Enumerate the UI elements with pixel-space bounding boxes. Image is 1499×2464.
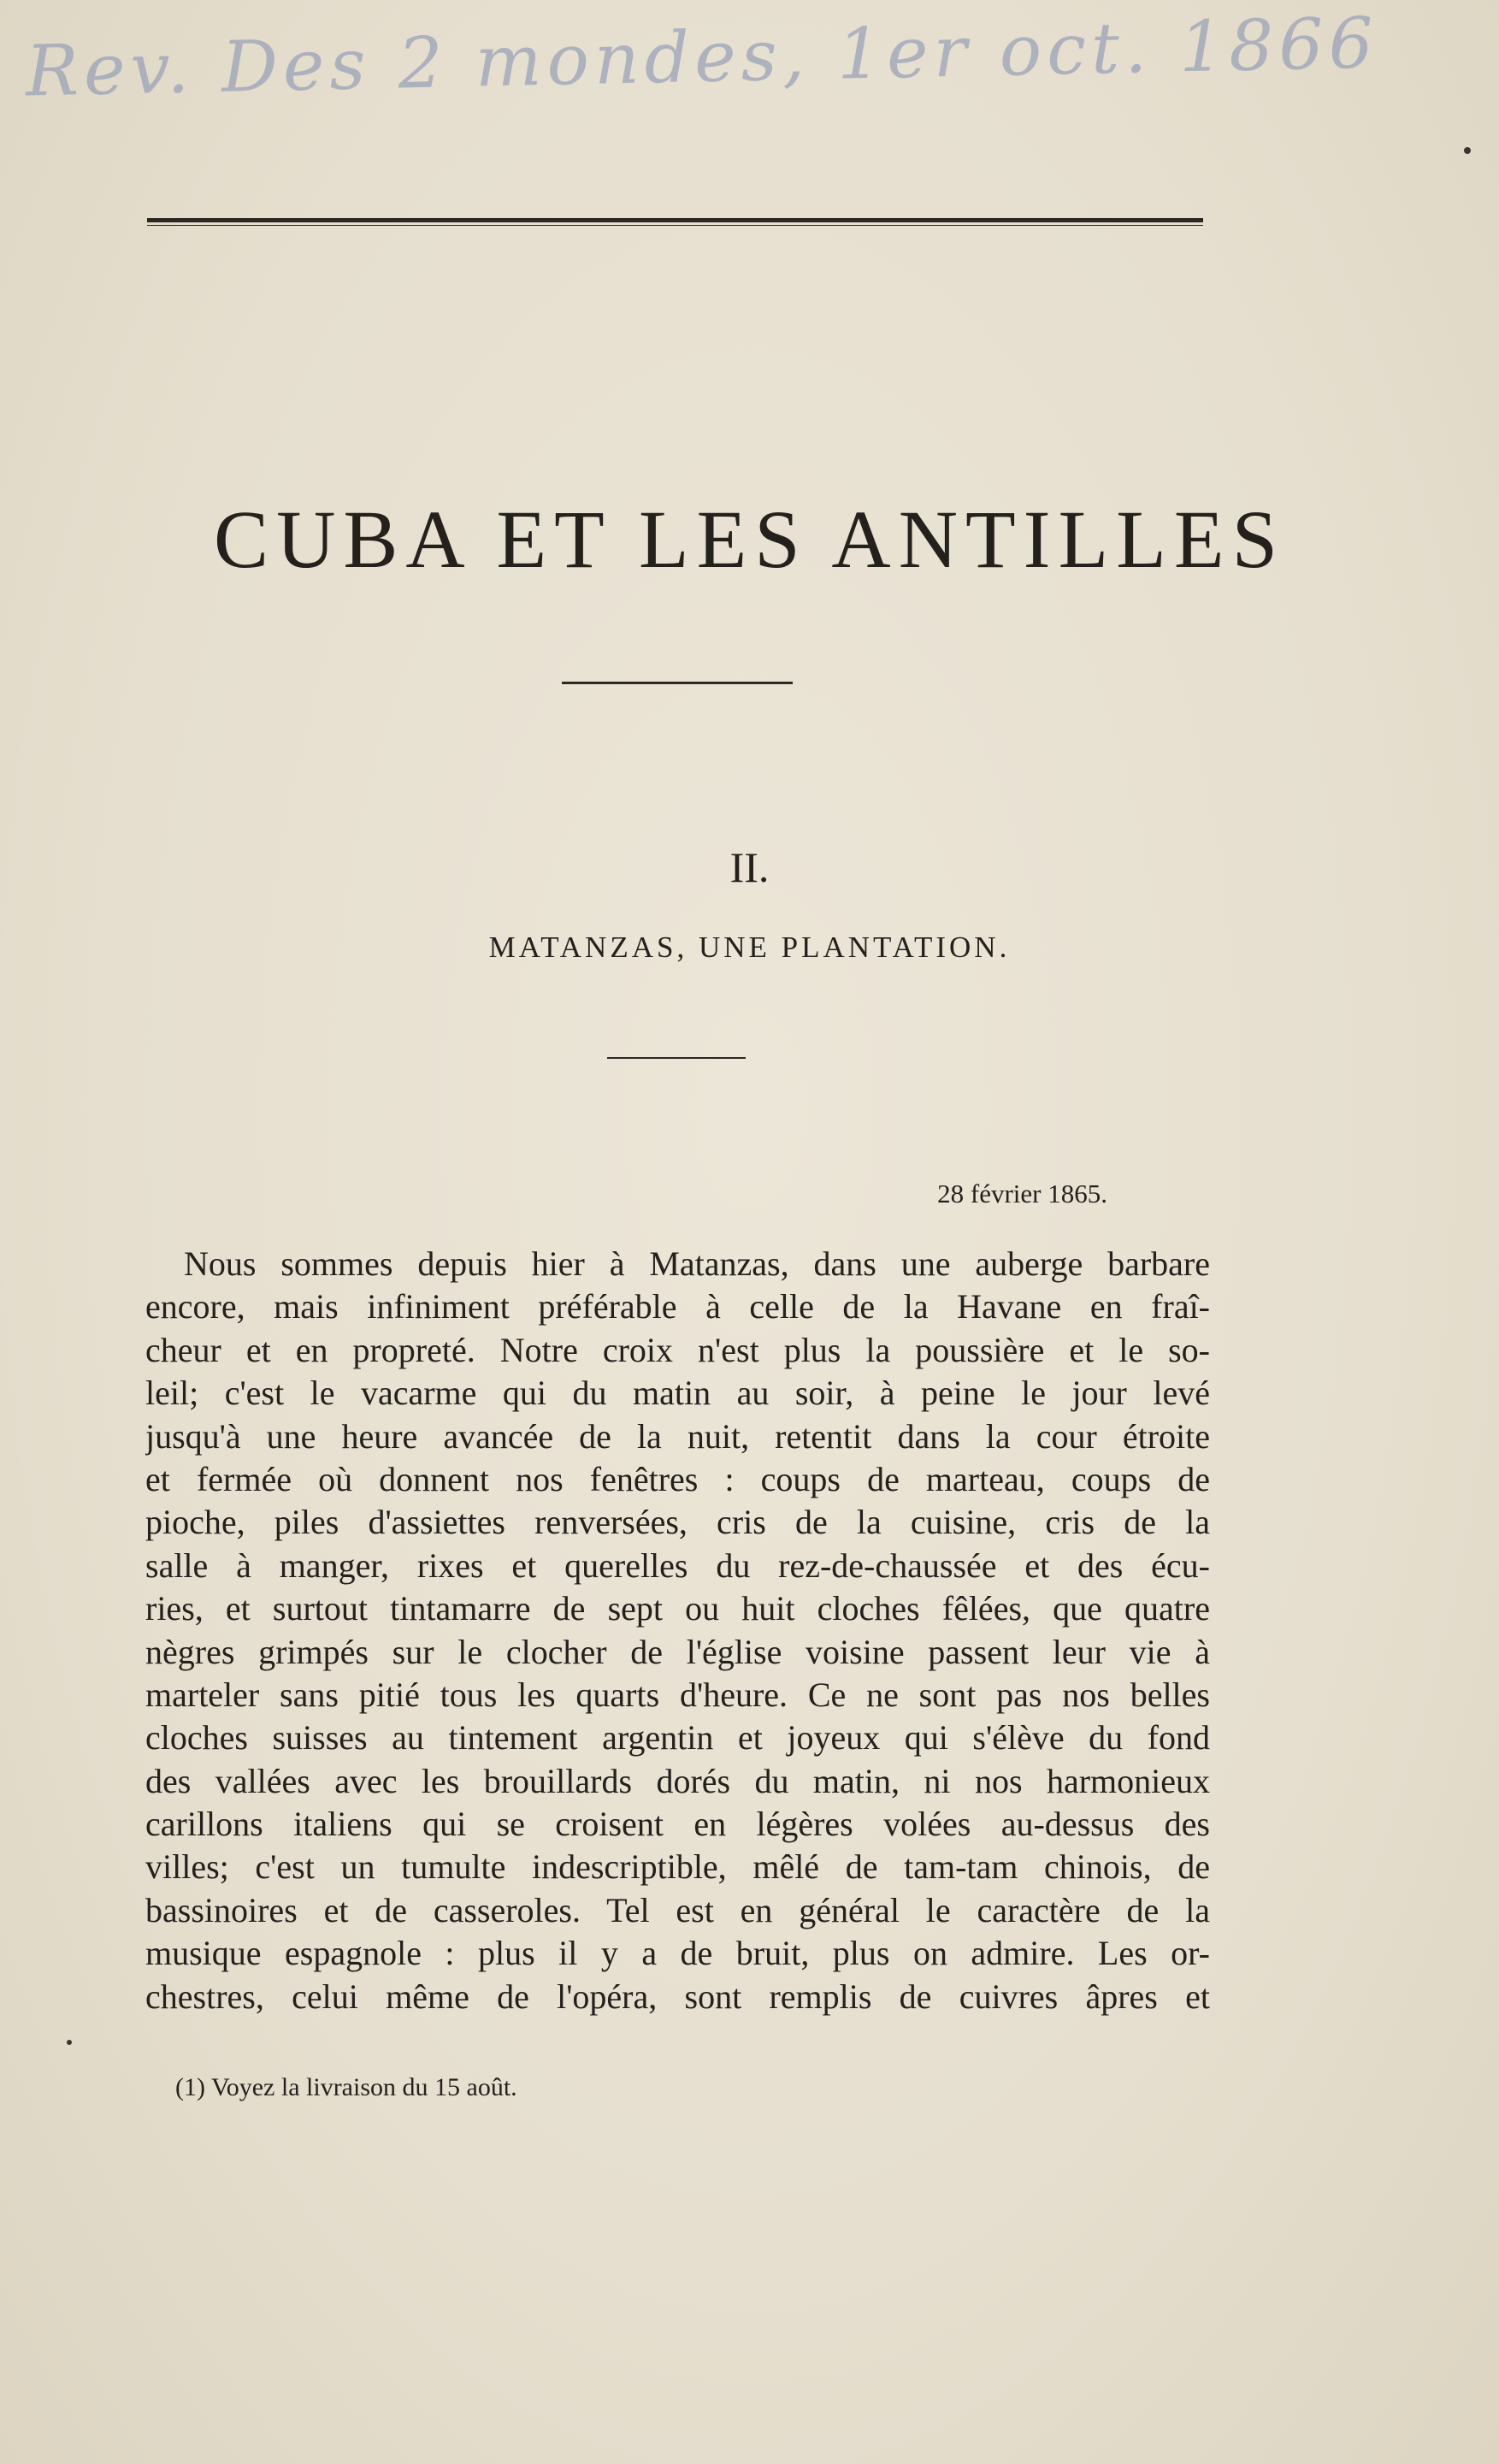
section-title: MATANZAS, UNE PLANTATION. [488, 931, 1011, 964]
body-line: et fermée où donnent nos fenêtres : coups de marteau, coups de [145, 1459, 1210, 1498]
body-line: encore, mais infiniment préférable à celle de la Havane en fraî- [145, 1287, 1210, 1327]
section-number: II. [729, 843, 770, 891]
body-line: marteler sans pitié tous les quarts d'heure. Ce ne sont pas nos belles [145, 1675, 1210, 1714]
article-title: CUBA ET LES ANTILLES [214, 493, 1285, 585]
body-line: carillons italiens qui se croisent en légères volées au-dessus des [145, 1805, 1210, 1844]
section-divider [607, 1057, 746, 1059]
top-double-rule [147, 218, 1203, 226]
body-line: cheur et en propreté. Notre croix n'est plus la poussière et le so- [145, 1330, 1210, 1369]
body-line: leil; c'est le vacarme qui du matin au soir, à peine le jour levé [145, 1374, 1210, 1413]
body-line: bassinoires et de casseroles. Tel est en général le caractère de la [145, 1890, 1210, 1929]
body-line: musique espagnole : plus il y a de bruit, plus on admire. Les or- [145, 1934, 1210, 1973]
body-line: des vallées avec les brouillards dorés du matin, ni nos harmonieux [145, 1761, 1210, 1800]
body-line: nègres grimpés sur le clocher de l'église voisine passent leur vie à [145, 1632, 1210, 1671]
body-line: ries, et surtout tintamarre de sept ou huit cloches fêlées, que quatre [145, 1589, 1210, 1628]
body-line: pioche, piles d'assiettes renversées, cris de la cuisine, cris de la [145, 1503, 1210, 1542]
handwritten-annotation: Rev. Des 2 mondes, 1er oct. 1866 [25, 3, 1379, 113]
body-line: jusqu'à une heure avancée de la nuit, retentit dans la cour étroite [145, 1416, 1210, 1456]
footnote: (1) Voyez la livraison du 15 août. [175, 2073, 517, 2101]
body-line: Nous sommes depuis hier à Matanzas, dans une auberge barbare [184, 1244, 1210, 1283]
paper-speck [1464, 147, 1471, 154]
dateline: 28 février 1865. [937, 1179, 1107, 1208]
body-line: cloches suisses au tintement argentin et joyeux qui s'élève du fond [145, 1718, 1210, 1758]
body-line: chestres, celui même de l'opéra, sont remplis de cuivres âpres et [145, 1977, 1210, 2016]
paper-speck [67, 2040, 72, 2045]
body-line: salle à manger, rixes et querelles du rez-de-chaussée et des écu- [145, 1545, 1210, 1585]
body-line: villes; c'est un tumulte indescriptible, mêlé de tam-tam chinois, de [145, 1847, 1210, 1887]
title-divider [562, 682, 793, 684]
body-text [145, 1243, 1210, 2018]
